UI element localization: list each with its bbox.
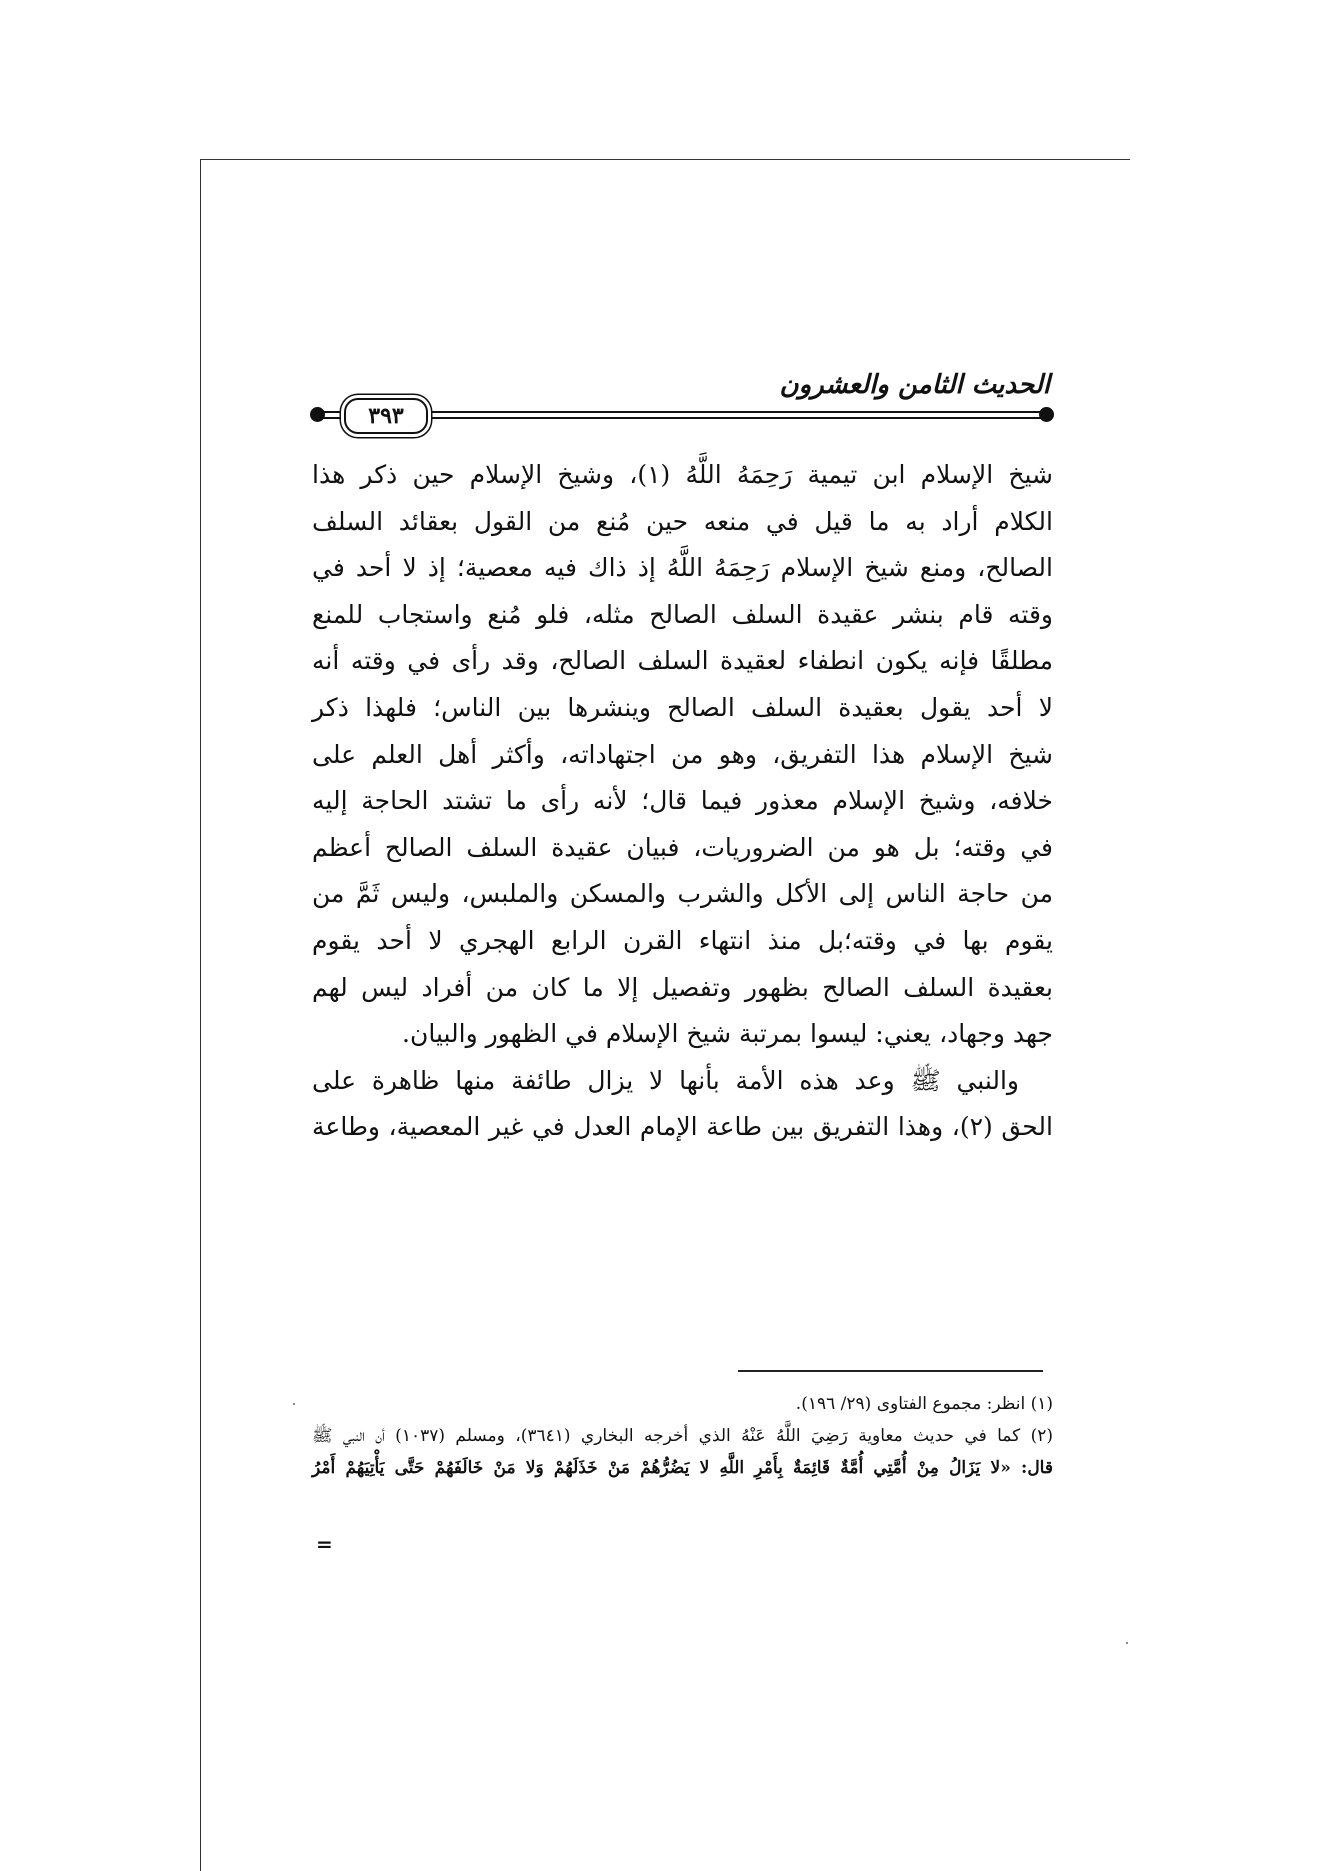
footnote-hadith: قال: «لا يَزَالُ مِنْ أُمَّتِي أُمَّةٌ قَائِمَةٌ بِأَمْرِ اللَّهِ لا يَضُرُّهُمْ مَنْ خَذَلَهُمْ وَلا مَنْ خَالَفَهُمْ حَتَّى يَأْتِيَهُمْ أَمْرُ xyxy=(312,1458,1053,1478)
text-line: شيخ الإسلام هذا التفريق، وهو من اجتهاداته، وأكثر أهل العلم على xyxy=(312,739,1053,769)
page-number: ٣٩٣ xyxy=(368,403,404,429)
footnote-separator xyxy=(738,1370,1043,1372)
text-line: وقته قام بنشر عقيدة السلف الصالح مثله، فلو مُنع واستجاب للمنع xyxy=(312,599,1053,629)
scan-speck xyxy=(293,1403,295,1405)
text-line: والنبي ﷺ وعد هذه الأمة بأنها لا يزال طائفة منها ظاهرة على xyxy=(312,1065,1019,1095)
text-line: في وقته؛ بل هو من الضروريات، فبيان عقيدة السلف الصالح أعظم xyxy=(312,832,1053,862)
text-line: الكلام أراد به ما قيل في منعه حين مُنع من القول بعقائد السلف xyxy=(312,506,1053,536)
text-line: خلافه، وشيخ الإسلام معذور فيما قال؛ لأنه رأى ما تشتد الحاجة إليه xyxy=(312,786,1053,816)
main-text xyxy=(312,452,1053,1151)
text-line: بعقيدة السلف الصالح بظهور وتفصيل إلا ما كان من أفراد ليس لهم xyxy=(312,972,1053,1002)
running-head: الحديث الثامن والعشرون xyxy=(779,370,1050,400)
text-line: مطلقًا فإنه يكون انطفاء لعقيدة السلف الصالح، وقد رأى في وقته أنه xyxy=(312,646,1053,676)
text-line: شيخ الإسلام ابن تيمية رَحِمَهُ اللَّهُ (١)، وشيخ الإسلام حين ذكر هذا xyxy=(312,460,1054,489)
footnote: (١) انظر: مجموع الفتاوى (٢٩/ ١٩٦). xyxy=(795,1394,1053,1414)
ornament-dot-left xyxy=(310,407,325,422)
text-line: لا أحد يقول بعقيدة السلف الصالح وينشرها بين الناس؛ فلهذا ذكر xyxy=(312,692,1053,722)
text-line: الصالح، ومنع شيخ الإسلام رَحِمَهُ اللَّهُ إذ ذاك فيه معصية؛ إذ لا أحد في xyxy=(312,553,1053,583)
crop-mark-top xyxy=(200,159,1130,160)
ornament-dot-right xyxy=(1039,407,1054,422)
text-line: الحق (٢)، وهذا التفريق بين طاعة الإمام العدل في غير المعصية، وطاعة xyxy=(312,1112,1053,1142)
scan-speck xyxy=(1126,1642,1128,1644)
continuation-mark: = xyxy=(316,1532,333,1556)
footnote: (٢) كما في حديث معاوية رَضِيَ اللَّهُ عَنْهُ الذي أخرجه البخاري (٣٦٤١)، ومسلم (١٠٣٧) أن النبي ﷺ xyxy=(312,1426,1054,1446)
page-header xyxy=(300,370,1060,430)
text-line: يقوم بها في وقته؛بل منذ انتهاء القرن الرابع الهجري لا أحد يقوم xyxy=(312,925,1053,955)
text-line: جهد وجهاد، يعني: ليسوا بمرتبة شيخ الإسلام في الظهور والبيان. xyxy=(402,1019,1053,1049)
text-line: من حاجة الناس إلى الأكل والشرب والمسكن والملبس، وليس ثَمَّ من xyxy=(312,879,1053,909)
footnotes xyxy=(312,1388,1053,1484)
crop-mark-left xyxy=(200,159,201,1871)
page-number-frame xyxy=(344,398,428,434)
